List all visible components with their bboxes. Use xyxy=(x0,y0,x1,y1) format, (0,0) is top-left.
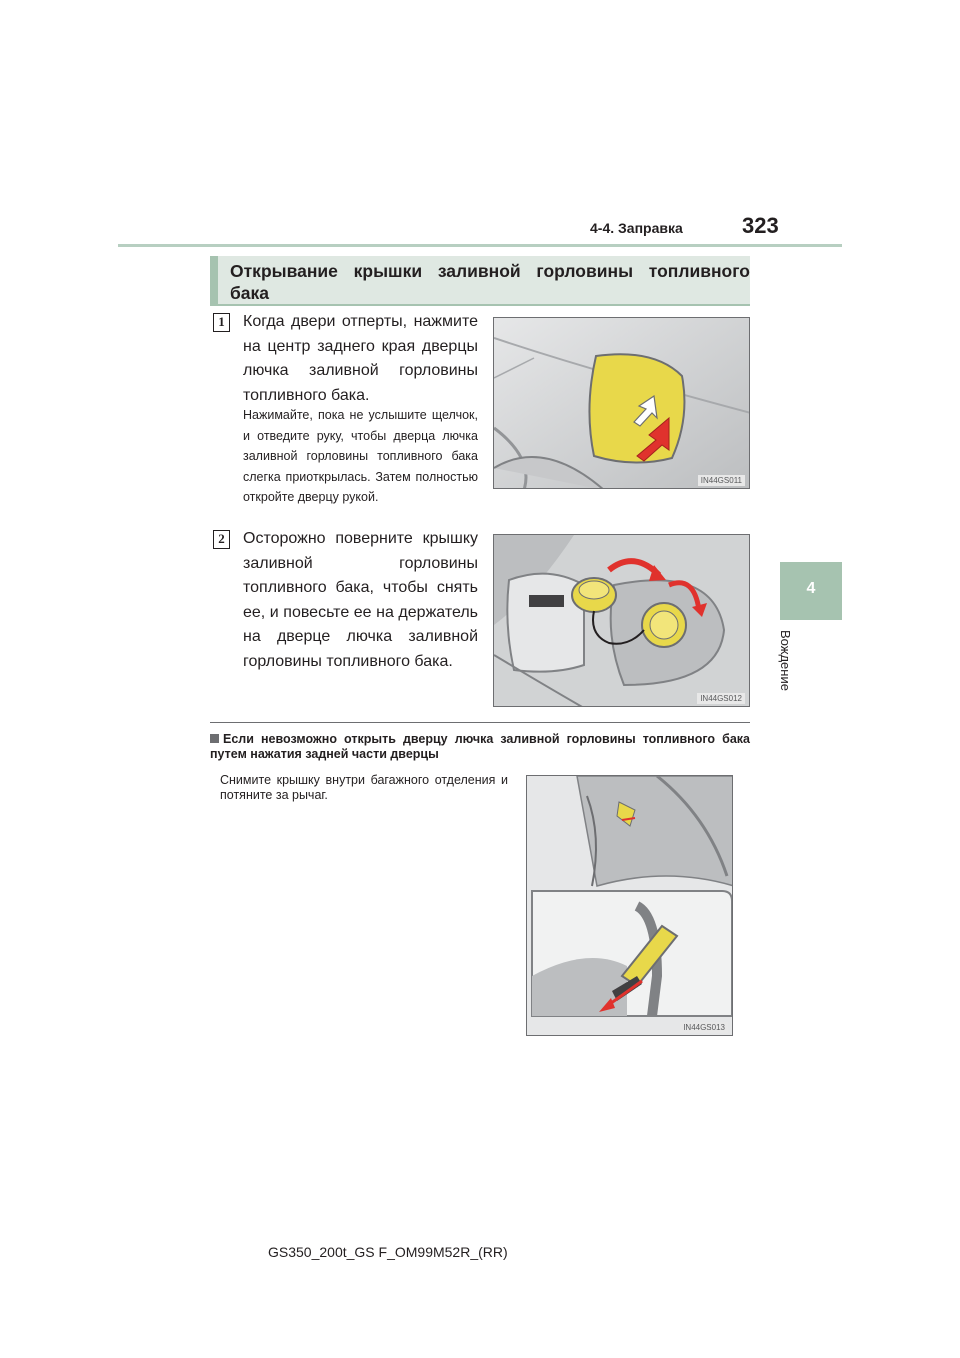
chapter-label-wrap xyxy=(745,620,835,720)
section-heading: Открывание крышки заливной горловины топливного бака xyxy=(230,261,750,303)
chapter-tab xyxy=(780,562,842,620)
step-1-text: Когда двери отперты, нажмите на центр заднего края дверцы лючка заливной горловины топливного бака. xyxy=(243,313,478,404)
figure-fuel-door-push xyxy=(493,317,750,489)
square-bullet-icon xyxy=(210,734,219,743)
step-2-badge: 2 xyxy=(213,530,230,549)
page-number: 323 xyxy=(742,213,779,238)
step-1-note: Нажимайте, пока не услышите щелчок, и отведите руку, чтобы дверца лючка заливной горловины топливного бака слегка приоткрылась. Затем полностью откройте дверцу рукой. xyxy=(243,408,478,504)
section-divider xyxy=(210,722,750,723)
figure-trunk-lever xyxy=(526,775,733,1036)
fuel-door-shape xyxy=(589,354,684,462)
figure-fuel-cap-remove xyxy=(493,534,750,707)
cap-holder xyxy=(529,595,564,607)
fuel-cap-illustration xyxy=(494,535,750,707)
figure-code: IN44GS011 xyxy=(698,475,745,486)
open-fuel-door xyxy=(507,574,584,672)
figure-code: IN44GS012 xyxy=(697,693,745,704)
subsection-heading: Если невозможно открыть дверцу лючка заливной горловины топливного бака путем нажатия задней части дверцы xyxy=(210,732,750,761)
header-divider xyxy=(118,244,842,247)
section-heading-box xyxy=(210,256,750,306)
trunk-lever-illustration xyxy=(527,776,733,1036)
step-1-badge: 1 xyxy=(213,313,230,332)
chapter-number: 4 xyxy=(806,580,816,597)
step-2-text: Осторожно поверните крышку заливной горловины топливного бака, чтобы снять ее, и повесьте ее на держатель на дверце лючка заливной горловины топливного бака. xyxy=(243,530,478,670)
chapter-label: Вождение xyxy=(778,630,793,691)
subsection-body: Снимите крышку внутри багажного отделения и потяните за рычаг. xyxy=(220,773,508,802)
fuel-door-illustration xyxy=(494,318,750,489)
section-title: 4-4. Заправка xyxy=(590,220,683,236)
figure-code: IN44GS013 xyxy=(680,1022,728,1033)
document-footer: GS350_200t_GS F_OM99M52R_(RR) xyxy=(268,1244,508,1260)
subsection-heading-wrap xyxy=(210,732,750,762)
